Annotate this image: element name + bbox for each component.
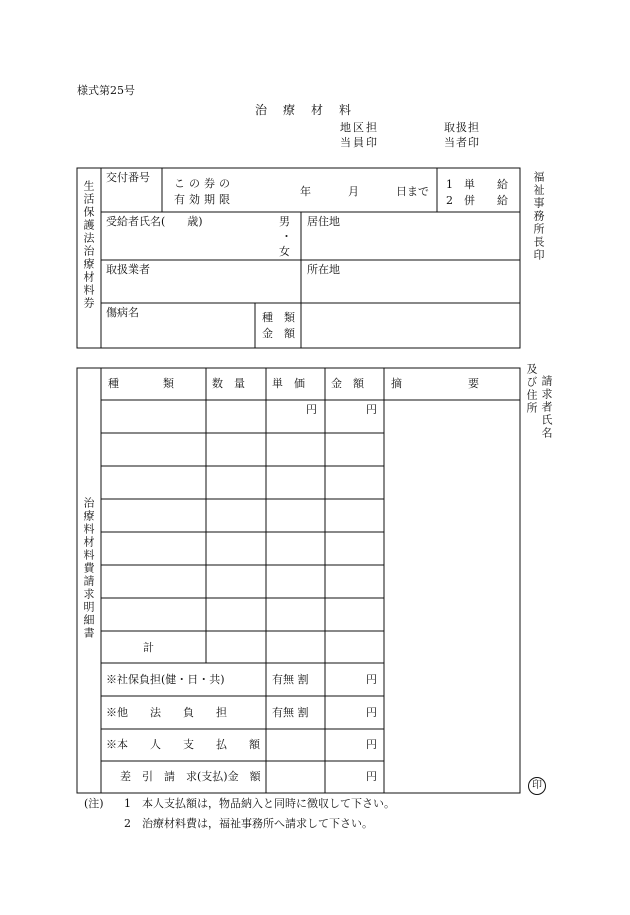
header-quantity: 数 量 xyxy=(212,377,245,390)
seal-mark: 印 xyxy=(528,777,546,795)
difference-label: 差 引 請 求(支払)金 額 xyxy=(120,770,261,783)
validity-label-2: 有効期限 xyxy=(174,193,234,206)
total-label: 計 xyxy=(143,641,154,654)
validity-day: 日まで xyxy=(396,185,429,198)
social-insurance-yen: 円 xyxy=(366,673,377,686)
validity-month: 月 xyxy=(348,185,359,198)
other-law-label: ※他 法 負 担 xyxy=(106,706,227,719)
welfare-office-seal-label: 福祉事務所長印 xyxy=(532,171,545,262)
recipient-name-label: 受給者氏名( 歳) xyxy=(106,215,203,228)
district-stamp-label-2: 当員印 xyxy=(340,136,379,149)
amount-label: 金 額 xyxy=(262,327,295,340)
note-1-number: 1 xyxy=(124,797,131,810)
difference-yen: 円 xyxy=(366,770,377,783)
handler-stamp-label: 取扱担 xyxy=(444,121,480,134)
amount-yen: 円 xyxy=(366,403,377,416)
page-title: 治 療 材 料 xyxy=(255,103,354,117)
note-1-text: 本人支払額は，物品納入と同時に徴収して下さい。 xyxy=(142,797,395,810)
handler-stamp-label-2: 当者印 xyxy=(444,136,480,149)
claimant-name-label: 請求者氏名 xyxy=(540,375,553,440)
statement-side-title: 治療料材料費請求明細書 xyxy=(82,497,95,640)
header-kind: 種 類 xyxy=(108,377,174,390)
validity-year: 年 xyxy=(300,185,311,198)
disease-label: 傷病名 xyxy=(106,306,139,319)
gender-separator: ・ xyxy=(281,230,292,243)
address-label: 居住地 xyxy=(307,215,340,228)
voucher-side-title: 生活保護法治療材料券 xyxy=(82,180,95,310)
header-unit-price: 単 価 xyxy=(272,377,305,390)
validity-label-1: この券の xyxy=(174,177,234,190)
self-pay-label: ※本 人 支 払 額 xyxy=(106,738,260,751)
district-stamp-label: 地区担 xyxy=(340,121,379,134)
note-2-number: 2 xyxy=(124,817,131,830)
note-2-text: 治療材料費は，福祉事務所へ請求して下さい。 xyxy=(142,817,373,830)
location-label: 所在地 xyxy=(307,263,340,276)
social-insurance-rate: 有無 割 xyxy=(272,673,309,686)
supply-option-combined: 2 併 給 xyxy=(446,194,508,207)
header-remarks: 摘 要 xyxy=(391,377,479,390)
other-law-yen: 円 xyxy=(366,706,377,719)
unit-price-yen: 円 xyxy=(306,403,317,416)
supply-option-single: 1 単 給 xyxy=(446,178,508,191)
other-law-rate: 有無 割 xyxy=(272,706,309,719)
social-insurance-label: ※社保負担(健・日・共) xyxy=(106,673,225,686)
handler-label: 取扱業者 xyxy=(106,263,150,276)
gender-female: 女 xyxy=(279,245,290,258)
claimant-address-label: 及び住所 xyxy=(525,363,538,415)
notes-prefix: (注) xyxy=(84,797,104,810)
self-pay-yen: 円 xyxy=(366,738,377,751)
issue-number-label: 交付番号 xyxy=(106,171,150,184)
header-amount: 金 額 xyxy=(331,377,364,390)
form-number: 様式第25号 xyxy=(77,84,135,97)
kind-label: 種 類 xyxy=(262,311,295,324)
gender-male: 男 xyxy=(279,215,290,228)
